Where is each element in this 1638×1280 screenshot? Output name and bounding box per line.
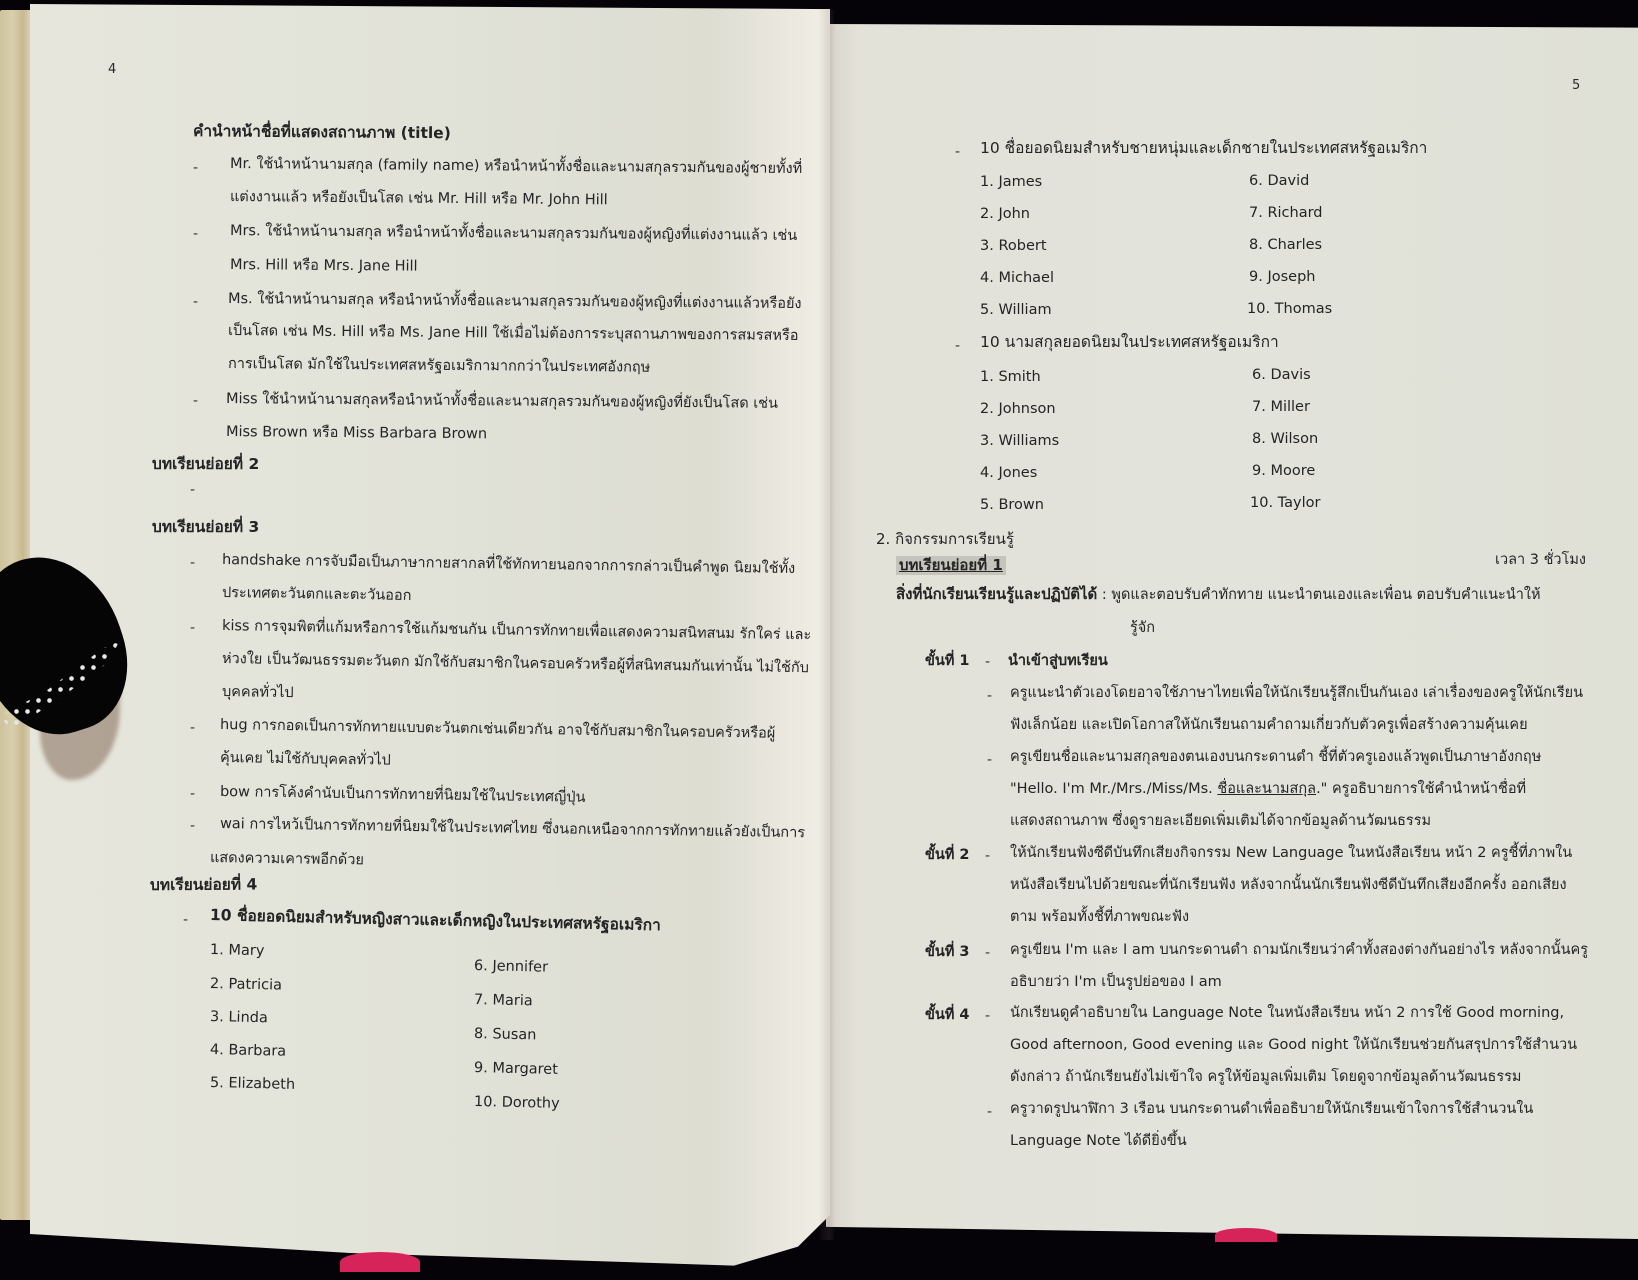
surname-item: 8. Wilson <box>1252 431 1319 447</box>
bullet-dash: - <box>955 338 961 354</box>
bullet-dash: - <box>190 720 196 736</box>
boys-name-item: 7. Richard <box>1249 205 1323 221</box>
title-mrs-line2: Mrs. Hill หรือ Mrs. Jane Hill <box>229 257 418 275</box>
boys-name-item: 2. John <box>980 206 1030 222</box>
pink-tab-left <box>340 1252 420 1272</box>
bullet-dash: - <box>193 226 199 242</box>
bullet-dash: - <box>985 654 991 670</box>
step4-label: ขั้นที่ 4 <box>925 1007 970 1023</box>
bullet-dash: - <box>193 294 199 310</box>
step1-title: นำเข้าสู่บทเรียน <box>1008 653 1108 669</box>
title-mr-line2: แต่งงานแล้ว หรือยังเป็นโสด เช่น Mr. Hill หรือ Mr. John Hill <box>229 189 608 209</box>
girls-names-heading: 10 ชื่อยอดนิยมสำหรับหญิงสาวและเด็กหญิงในประเทศสหรัฐอเมริกา <box>209 906 662 935</box>
girls-name-item: 7. Maria <box>473 992 533 1010</box>
title-section-heading: คำนำหน้าชื่อที่แสดงสถานภาพ (title) <box>192 122 451 143</box>
bullet-dash: - <box>987 752 993 768</box>
girls-name-item: 3. Linda <box>209 1009 269 1027</box>
boys-name-item: 8. Charles <box>1249 237 1323 253</box>
lesson1-label: บทเรียนย่อยที่ 1 <box>896 556 1006 575</box>
quote-text: "Hello. I'm Mr./Mrs./Miss/Ms. <box>1010 781 1218 797</box>
surname-item: 4. Jones <box>980 465 1038 481</box>
learning-outcome-label: สิ่งที่นักเรียนเรียนรู้และปฏิบัติได้ <box>896 585 1098 603</box>
bullet-dash: - <box>193 393 199 409</box>
page-number-left: 4 <box>108 62 117 77</box>
lesson1-duration: เวลา 3 ชั่วโมง <box>1495 552 1586 568</box>
step2-line2: หนังสือเรียนไปด้วยขณะที่นักเรียนฟัง หลังจากนั้นนักเรียนฟังซีดีบันทึกเสียงอีกครั้ง ออกเสียง <box>1010 877 1567 893</box>
boys-name-item: 4. Michael <box>980 270 1054 286</box>
girls-name-item: 8. Susan <box>473 1026 537 1044</box>
bullet-dash: - <box>193 160 199 176</box>
step1-bullet2-line2 <box>1010 780 1526 798</box>
right-page <box>826 24 1638 1239</box>
girls-name-item: 10. Dorothy <box>473 1094 560 1112</box>
learning-outcome-text: : พูดและตอบรับคำทักทาย แนะนำตนเองและเพื่อน ตอบรับคำแนะนำให้ <box>1097 587 1541 603</box>
title-ms-line3: การเป็นโสด มักใช้ในประเทศสหรัฐอเมริกามากกว่าในประเทศอังกฤษ <box>227 356 651 376</box>
surname-item: 2. Johnson <box>980 401 1056 417</box>
surnames-heading: 10 นามสกุลยอดนิยมในประเทศสหรัฐอเมริกา <box>980 333 1279 351</box>
lesson3-hug-line2: คุ้นเคย ไม่ใช้กับบุคคลทั่วไป <box>219 750 391 769</box>
bullet-dash: - <box>985 848 991 864</box>
lesson2-heading: บทเรียนย่อยที่ 2 <box>152 455 260 473</box>
bullet-dash: - <box>190 555 196 571</box>
girls-name-item: 9. Margaret <box>473 1060 559 1078</box>
girls-name-item: 6. Jennifer <box>473 958 549 976</box>
girls-name-item: 4. Barbara <box>209 1042 287 1060</box>
lesson3-heading: บทเรียนย่อยที่ 3 <box>152 518 260 536</box>
bullet-dash: - <box>985 945 991 961</box>
lesson3-handshake-line2: ประเทศตะวันตกและตะวันออก <box>221 585 412 604</box>
title-ms-line2: เป็นโสด เช่น Ms. Hill หรือ Ms. Jane Hill ใช้เมื่อไม่ต้องการระบุสถานภาพของการสมรสหรือ <box>227 323 799 344</box>
step4-line2: Good afternoon, Good evening และ Good night ให้นักเรียนช่วยกันสรุปการใช้สำนวน <box>1010 1037 1578 1053</box>
step2-line1: ให้นักเรียนฟังซีดีบันทึกเสียงกิจกรรม New Language ในหนังสือเรียน หน้า 2 ครูชี้ที่ภาพใน <box>1010 845 1573 861</box>
girls-name-item: 1. Mary <box>209 942 265 960</box>
surname-item: 5. Brown <box>980 497 1044 513</box>
boys-names-heading: 10 ชื่อยอดนิยมสำหรับชายหนุ่มและเด็กชายในประเทศสหรัฐอเมริกา <box>980 139 1428 157</box>
boys-name-item: 6. David <box>1249 173 1310 189</box>
name-surname-underlined: ชื่อและนามสกุล <box>1217 781 1317 797</box>
surname-item: 10. Taylor <box>1250 495 1321 511</box>
step3-line1: ครูเขียน I'm และ I am บนกระดานดำ ถามนักเรียนว่าคำทั้งสองต่างกันอย่างไร หลังจากนั้นครู <box>1010 942 1589 958</box>
step1-label: ขั้นที่ 1 <box>925 653 970 669</box>
activities-heading: 2. กิจกรรมการเรียนรู้ <box>876 530 1014 548</box>
bullet-dash: - <box>985 1008 991 1024</box>
lesson4-heading: บทเรียนย่อยที่ 4 <box>149 875 258 894</box>
surname-item: 3. Williams <box>980 433 1060 449</box>
step4-line1: นักเรียนดูคำอธิบายใน Language Note ในหนังสือเรียน หน้า 2 การใช้ Good morning, <box>1010 1005 1565 1021</box>
lesson3-wai-line2: แสดงความเคารพอีกด้วย <box>209 850 365 869</box>
lesson3-kiss-line1: kiss การจุมพิตที่แก้มหรือการใช้แก้มชนกัน เป็นการทักทายเพื่อแสดงความสนิทสนม รักใคร่ และ <box>221 618 812 644</box>
girls-name-item: 5. Elizabeth <box>209 1075 296 1093</box>
step2-label: ขั้นที่ 2 <box>925 847 970 863</box>
step2-line3: ตาม พร้อมทั้งชี้ที่ภาพขณะฟัง <box>1010 909 1190 925</box>
step4-bullet-line2: Language Note ได้ดียิ่งขึ้น <box>1010 1133 1187 1149</box>
step1-bullet2-line3: แสดงสถานภาพ ซึ่งดูรายละเอียดเพิ่มเติมได้จากข้อมูลด้านวัฒนธรรม <box>1010 813 1432 829</box>
quote-text-end: ." ครูอธิบายการใช้คำนำหน้าชื่อที่ <box>1316 781 1527 797</box>
bullet-dash: - <box>183 912 189 928</box>
boys-name-item: 1. James <box>980 174 1043 190</box>
title-miss-line2: Miss Brown หรือ Miss Barbara Brown <box>225 424 488 443</box>
title-miss-line1: Miss ใช้นำหน้านามสกุลหรือนำหน้าทั้งชื่อและนามสกุลรวมกันของผู้หญิงที่ยังเป็นโสด เช่น <box>225 391 779 412</box>
bullet-dash: - <box>190 786 196 802</box>
surname-item: 1. Smith <box>980 369 1041 385</box>
lesson2-bullet: - <box>190 482 196 498</box>
lesson3-kiss-line3: บุคคลทั่วไป <box>221 684 294 702</box>
boys-name-item: 10. Thomas <box>1247 301 1333 317</box>
lesson3-wai-line1: wai การไหว้เป็นการทักทายที่นิยมใช้ในประเทศไทย ซึ่งนอกเหนือจากการทักทายแล้วยังเป็นการ <box>219 816 806 842</box>
pink-tab-right <box>1215 1228 1277 1242</box>
lesson3-kiss-line2: ห่วงใย เป็นวัฒนธรรมตะวันตก มักใช้กับสมาชิกในครอบครัวหรือผู้ที่สนิทสนมกันเท่านั้น ไม่ใช้กับ <box>221 651 810 677</box>
step3-line2: อธิบายว่า I'm เป็นรูปย่อของ I am <box>1010 974 1222 990</box>
lesson3-hug-line1: hug การกอดเป็นการทักทายแบบตะวันตกเช่นเดียวกัน อาจใช้กับสมาชิกในครอบครัวหรือผู้ <box>219 717 776 742</box>
surname-item: 9. Moore <box>1252 463 1316 479</box>
surname-item: 6. Davis <box>1252 367 1311 383</box>
book-gutter <box>818 10 836 1240</box>
step1-bullet2-line1: ครูเขียนชื่อและนามสกุลของตนเองบนกระดานดำ ชี้ที่ตัวครูเองแล้วพูดเป็นภาษาอังกฤษ <box>1010 749 1542 765</box>
step1-bullet1-line2: ฟังเล็กน้อย และเปิดโอกาสให้นักเรียนถามคำถามเกี่ยวกับตัวครูเพื่อสร้างความคุ้นเคย <box>1010 717 1528 733</box>
title-mrs-line1: Mrs. ใช้นำหน้านามสกุล หรือนำหน้าทั้งชื่อและนามสกุลรวมกันของผู้หญิงที่แต่งงานแล้ว เช่น <box>229 223 798 244</box>
lesson3-bow-line1: bow การโค้งคำนับเป็นการทักทายที่นิยมใช้ในประเทศญี่ปุ่น <box>219 784 586 806</box>
learning-outcome <box>896 585 1541 604</box>
step4-line3: ดังกล่าว ถ้านักเรียนยังไม่เข้าใจ ครูให้ข้อมูลเพิ่มเติม โดยดูจากข้อมูลด้านวัฒนธรรม <box>1010 1069 1522 1085</box>
boys-name-item: 3. Robert <box>980 238 1047 254</box>
title-mr-line1: Mr. ใช้นำหน้านามสกุล (family name) หรือนำหน้าทั้งชื่อและนามสกุลรวมกันของผู้ชายทั้งที่ <box>229 156 803 177</box>
bullet-dash: - <box>190 818 196 834</box>
lesson3-handshake-line1: handshake การจับมือเป็นภาษากายสากลที่ใช้ทักทายนอกจากการกล่าวเป็นคำพูด นิยมใช้ทั้ง <box>221 552 796 578</box>
bullet-dash: - <box>955 144 961 160</box>
step1-bullet1-line1: ครูแนะนำตัวเองโดยอาจใช้ภาษาไทยเพื่อให้นักเรียนรู้สึกเป็นกันเอง เล่าเรื่องของครูให้นักเรียน <box>1010 685 1584 701</box>
boys-name-item: 5. William <box>980 302 1052 318</box>
bullet-dash: - <box>987 688 993 704</box>
surname-item: 7. Miller <box>1252 399 1310 415</box>
step3-label: ขั้นที่ 3 <box>925 944 970 960</box>
bullet-dash: - <box>190 620 196 636</box>
learning-outcome-text2: รู้จัก <box>1130 620 1156 636</box>
step4-bullet-line1: ครูวาดรูปนาฬิกา 3 เรือน บนกระดานดำเพื่ออธิบายให้นักเรียนเข้าใจการใช้สำนวนใน <box>1010 1101 1534 1117</box>
page-number-right: 5 <box>1572 78 1581 93</box>
title-ms-line1: Ms. ใช้นำหน้านามสกุล หรือนำหน้าทั้งชื่อและนามสกุลรวมกันของผู้หญิงที่แต่งงานแล้วหรือยัง <box>227 291 802 313</box>
girls-name-item: 2. Patricia <box>209 976 283 994</box>
bullet-dash: - <box>987 1104 993 1120</box>
boys-name-item: 9. Joseph <box>1249 269 1316 285</box>
